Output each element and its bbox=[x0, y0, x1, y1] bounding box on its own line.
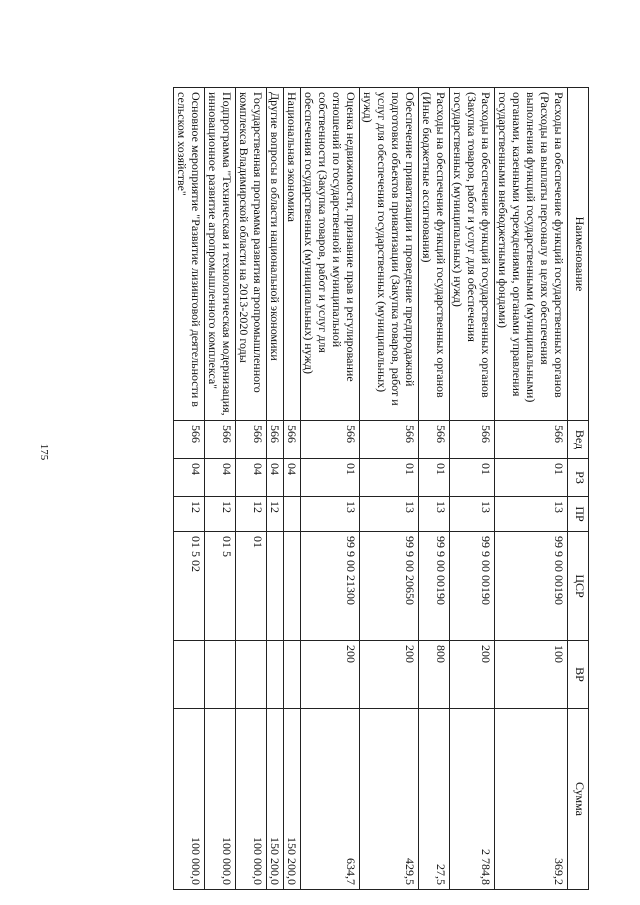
table-row bbox=[360, 88, 419, 890]
cell-sum: 100 000,0 bbox=[205, 709, 236, 890]
cell-ved: 566 bbox=[284, 421, 301, 459]
table-row bbox=[236, 88, 267, 890]
cell-name: Другие вопросы в области национальной экономики bbox=[267, 88, 284, 421]
cell-pr bbox=[284, 497, 301, 532]
cell-rz: 04 bbox=[205, 459, 236, 497]
cell-ved: 566 bbox=[301, 421, 360, 459]
cell-csr: 01 bbox=[236, 532, 267, 641]
header-ved: Вед bbox=[568, 421, 589, 459]
cell-vr bbox=[236, 641, 267, 709]
cell-name: Обеспечение приватизации и проведение предпродажной подготовки объектов приватизации (Закупка товаров, работ и услуг для обеспечения государственных (муниципальных) нужд) bbox=[360, 88, 419, 421]
cell-csr bbox=[284, 532, 301, 641]
cell-vr bbox=[267, 641, 284, 709]
cell-pr: 13 bbox=[419, 497, 450, 532]
cell-vr: 200 bbox=[301, 641, 360, 709]
cell-name: Оценка недвижимости, признание прав и регулирование отношений по государственной и муниципальной собственности (Закупка товаров, работ и услуг для обеспечения государственных (муниципальных) нужд) bbox=[301, 88, 360, 421]
table-row bbox=[267, 88, 284, 890]
cell-rz: 04 bbox=[236, 459, 267, 497]
cell-pr: 12 bbox=[174, 497, 205, 532]
cell-rz: 01 bbox=[450, 459, 495, 497]
cell-pr: 13 bbox=[495, 497, 568, 532]
cell-ved: 566 bbox=[360, 421, 419, 459]
cell-name: Основное мероприятие "Развитие лизинговой деятельности в сельском хозяйстве" bbox=[174, 88, 205, 421]
cell-ved: 566 bbox=[267, 421, 284, 459]
table-row bbox=[301, 88, 360, 890]
cell-ved: 566 bbox=[450, 421, 495, 459]
cell-csr bbox=[267, 532, 284, 641]
cell-ved: 566 bbox=[495, 421, 568, 459]
cell-csr: 99 9 00 00190 bbox=[450, 532, 495, 641]
cell-pr: 12 bbox=[205, 497, 236, 532]
cell-pr: 12 bbox=[267, 497, 284, 532]
cell-rz: 01 bbox=[495, 459, 568, 497]
header-rz: РЗ bbox=[568, 459, 589, 497]
header-name: Наименование bbox=[568, 88, 589, 421]
cell-sum: 150 200,0 bbox=[284, 709, 301, 890]
cell-rz: 01 bbox=[419, 459, 450, 497]
cell-sum: 100 000,0 bbox=[236, 709, 267, 890]
cell-vr: 100 bbox=[495, 641, 568, 709]
table-row bbox=[284, 88, 301, 890]
cell-rz: 04 bbox=[267, 459, 284, 497]
cell-vr: 200 bbox=[450, 641, 495, 709]
cell-rz: 04 bbox=[174, 459, 205, 497]
cell-csr: 01 5 02 bbox=[174, 532, 205, 641]
cell-vr bbox=[174, 641, 205, 709]
cell-vr bbox=[284, 641, 301, 709]
cell-csr: 01 5 bbox=[205, 532, 236, 641]
cell-ved: 566 bbox=[205, 421, 236, 459]
table-header-row bbox=[568, 88, 589, 890]
cell-sum: 369,2 bbox=[495, 709, 568, 890]
cell-name: Национальная экономика bbox=[284, 88, 301, 421]
cell-name: Государственная программа развития агропромышленного комплекса Владимирской области на 2013-2020 годы bbox=[236, 88, 267, 421]
table-row bbox=[495, 88, 568, 890]
cell-sum: 100 000,0 bbox=[174, 709, 205, 890]
cell-ved: 566 bbox=[174, 421, 205, 459]
cell-sum: 429,5 bbox=[360, 709, 419, 890]
cell-csr: 99 9 00 20650 bbox=[360, 532, 419, 641]
cell-csr: 99 9 00 00190 bbox=[419, 532, 450, 641]
table-row bbox=[450, 88, 495, 890]
header-csr: ЦСР bbox=[568, 532, 589, 641]
cell-ved: 566 bbox=[236, 421, 267, 459]
cell-name: Подпрограмма "Техническая и технологическая модернизация, инновационное развитие агропромышленного комплекса" bbox=[205, 88, 236, 421]
cell-sum: 27,5 bbox=[419, 709, 450, 890]
cell-sum: 150 200,0 bbox=[267, 709, 284, 890]
rotated-page-content bbox=[173, 87, 589, 889]
cell-vr: 200 bbox=[360, 641, 419, 709]
cell-pr: 13 bbox=[301, 497, 360, 532]
cell-pr: 12 bbox=[236, 497, 267, 532]
table-row bbox=[205, 88, 236, 890]
header-vr: ВР bbox=[568, 641, 589, 709]
cell-sum: 2 784,8 bbox=[450, 709, 495, 890]
cell-pr: 13 bbox=[360, 497, 419, 532]
cell-csr: 99 9 00 00190 bbox=[495, 532, 568, 641]
cell-name: Расходы на обеспечение функций государственных органов (Закупка товаров, работ и услуг для обеспечения государственных (муниципальных) нужд) bbox=[450, 88, 495, 421]
cell-name: Расходы на обеспечение функций государственных органов (Расходы на выплаты персоналу в целях обеспечения выполнения функций государственными (муниципальными) органами, казенными учреждениями, органами управления государственными внебюджетными фондами) bbox=[495, 88, 568, 421]
table-row bbox=[419, 88, 450, 890]
table-row bbox=[174, 88, 205, 890]
cell-vr: 800 bbox=[419, 641, 450, 709]
budget-table bbox=[173, 87, 589, 890]
header-pr: ПР bbox=[568, 497, 589, 532]
cell-rz: 04 bbox=[284, 459, 301, 497]
cell-vr bbox=[205, 641, 236, 709]
cell-csr: 99 9 00 21300 bbox=[301, 532, 360, 641]
header-sum: Сумма bbox=[568, 709, 589, 890]
page-number: 175 bbox=[38, 443, 50, 461]
cell-rz: 01 bbox=[360, 459, 419, 497]
cell-name: Расходы на обеспечение функций государственных органов (Иные бюджетные ассигнования) bbox=[419, 88, 450, 421]
cell-sum: 634,7 bbox=[301, 709, 360, 890]
cell-rz: 01 bbox=[301, 459, 360, 497]
cell-pr: 13 bbox=[450, 497, 495, 532]
cell-ved: 566 bbox=[419, 421, 450, 459]
